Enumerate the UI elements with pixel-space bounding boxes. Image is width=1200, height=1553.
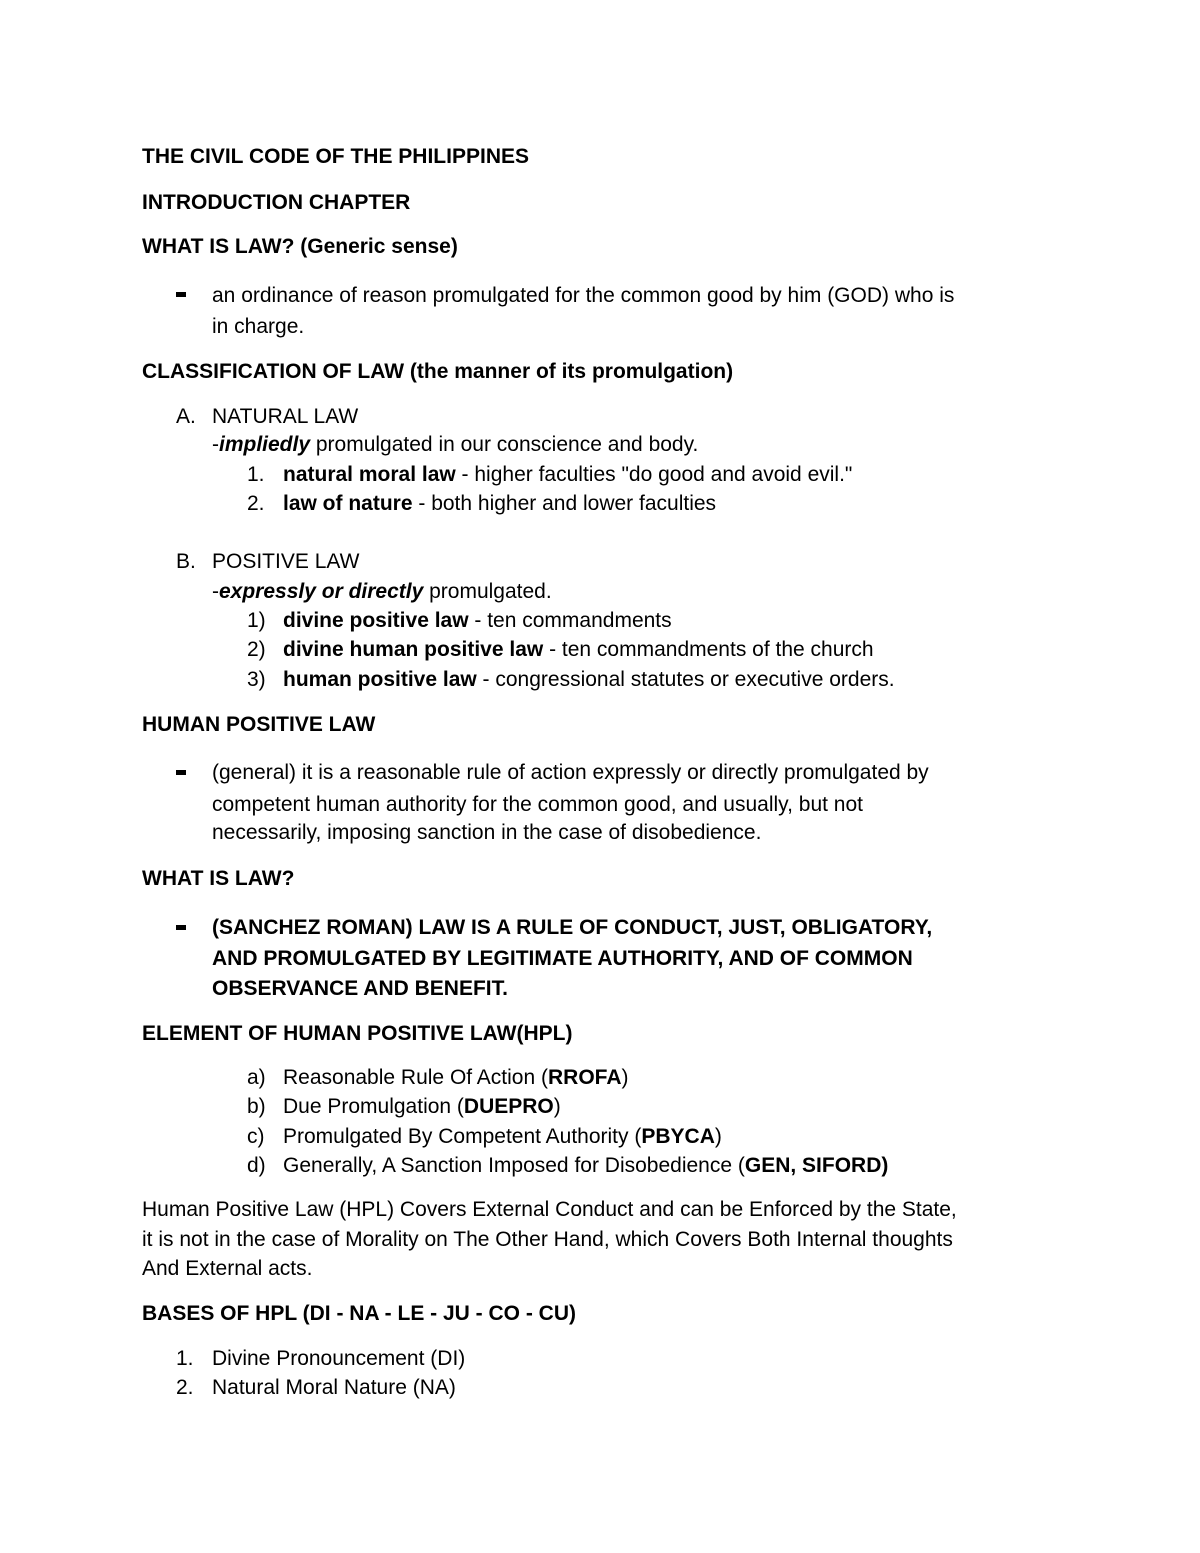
definition-line: AND PROMULGATED BY LEGITIMATE AUTHORITY, AND OF COMMON [212,947,913,970]
paragraph-line: necessarily, imposing sanction in the case of disobedience. [212,821,762,844]
list-item: Promulgated By Competent Authority (PBYCA) [283,1125,722,1148]
section-heading-what-is-law-generic: WHAT IS LAW? (Generic sense) [142,235,458,258]
positive-law-title: POSITIVE LAW [212,550,360,573]
paragraph-line: (general) it is a reasonable rule of action expressly or directly promulgated by [212,761,929,784]
list-item: Due Promulgation (DUEPRO) [283,1095,561,1118]
definition-line: in charge. [212,315,305,338]
bullet-icon [176,292,186,297]
list-number: 1. [176,1347,194,1370]
list-number: 2. [176,1376,194,1399]
section-heading-human-positive-law: HUMAN POSITIVE LAW [142,713,376,736]
chapter-heading: INTRODUCTION CHAPTER [142,191,411,214]
positive-law-description: -expressly or directly promulgated. [212,580,552,603]
paragraph-line: And External acts. [142,1257,313,1280]
list-item: Generally, A Sanction Imposed for Disobedience (GEN, SIFORD) [283,1154,889,1177]
definition-line: (SANCHEZ ROMAN) LAW IS A RULE OF CONDUCT, JUST, OBLIGATORY, [212,916,933,939]
paragraph-line: competent human authority for the common good, and usually, but not [212,793,863,816]
bullet-icon [176,770,186,775]
list-item: law of nature - both higher and lower faculties [283,492,717,515]
list-marker: d) [247,1154,266,1177]
natural-law-description: -impliedly promulgated in our conscience and body. [212,433,699,456]
list-item: divine positive law - ten commandments [283,609,672,632]
natural-law-title: NATURAL LAW [212,405,359,428]
list-number: 3) [247,668,266,691]
list-marker: b) [247,1095,266,1118]
list-item: divine human positive law - ten commandments of the church [283,638,874,661]
list-number: 2. [247,492,265,515]
section-heading-elements: ELEMENT OF HUMAN POSITIVE LAW(HPL) [142,1022,573,1045]
list-marker: c) [247,1125,265,1148]
section-heading-bases: BASES OF HPL (DI - NA - LE - JU - CO - CU) [142,1302,576,1325]
list-number: 2) [247,638,266,661]
document-title: THE CIVIL CODE OF THE PHILIPPINES [142,145,529,168]
list-marker: A. [176,405,196,428]
section-heading-what-is-law: WHAT IS LAW? [142,867,295,890]
list-marker: B. [176,550,196,573]
list-item: natural moral law - higher faculties "do good and avoid evil." [283,463,853,486]
paragraph-line: Human Positive Law (HPL) Covers External Conduct and can be Enforced by the State, [142,1198,957,1221]
list-number: 1) [247,609,266,632]
list-number: 1. [247,463,265,486]
definition-line: OBSERVANCE AND BENEFIT. [212,977,508,1000]
definition-line: an ordinance of reason promulgated for the common good by him (GOD) who is [212,284,955,307]
list-item: human positive law - congressional statutes or executive orders. [283,668,895,691]
list-item: Natural Moral Nature (NA) [212,1376,456,1399]
bullet-icon [176,925,186,930]
list-marker: a) [247,1066,266,1089]
section-heading-classification: CLASSIFICATION OF LAW (the manner of its promulgation) [142,360,734,383]
paragraph-line: it is not in the case of Morality on The Other Hand, which Covers Both Internal thoughts [142,1228,953,1251]
list-item: Divine Pronouncement (DI) [212,1347,466,1370]
list-item: Reasonable Rule Of Action (RROFA) [283,1066,629,1089]
